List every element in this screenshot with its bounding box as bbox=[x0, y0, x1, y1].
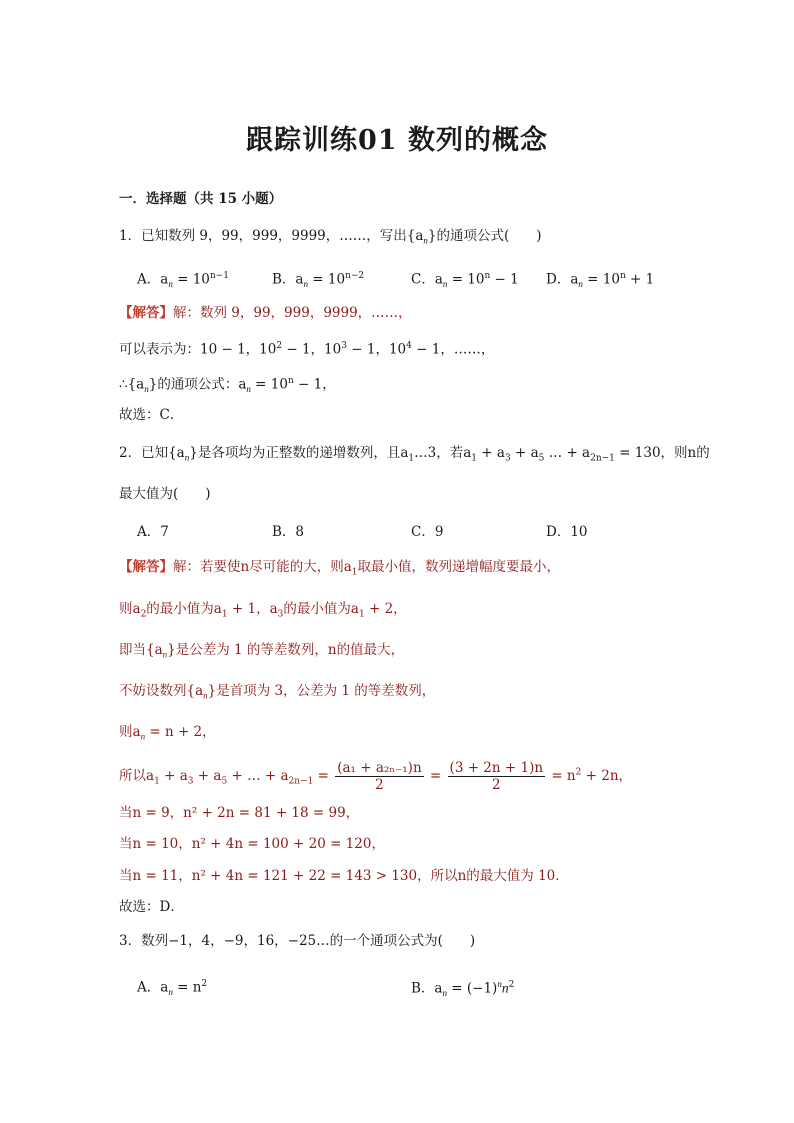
q2-solution-line-1: 【解答】解：若要使n尽可能的大，则$a_1$取最小值，数列递增幅度要最小， bbox=[119, 559, 560, 578]
q1-option-d: D．$a_n = 10^n + 1$ bbox=[546, 271, 655, 290]
q2-option-b: B．8 bbox=[272, 524, 305, 540]
q3-option-b: B．$a_n = (-1)^nn^2$ bbox=[411, 979, 515, 999]
q1-solution-line-4: 故选：C． bbox=[119, 407, 184, 423]
q1-option-a: A．$a_n = 10^{n-1}$ bbox=[137, 271, 229, 290]
q2-solution-line-4: 不妨设数列$\{a_n\}$是首项为 3，公差为 1 的等差数列， bbox=[119, 683, 436, 701]
q1-stem: 1．已知数列 9，99，999，9999，……，写出$\{a_n\}$的通项公式( ) bbox=[119, 228, 542, 246]
q2-solution-line-3: 即当$\{a_n\}$是公差为 1 的等差数列，n的值最大， bbox=[119, 642, 405, 660]
q3-option-a: A．$a_n = n^2$ bbox=[137, 979, 208, 998]
q1-solution-line-1: 【解答】解：数列 9，99，999，9999，……， bbox=[119, 305, 412, 321]
q2-solution-line-2: 则$a_2$的最小值为$a_1 + 1$，$a_3$的最小值为$a_1 + 2$， bbox=[119, 601, 407, 620]
q2-option-a: A．7 bbox=[137, 524, 169, 540]
page-title: 跟踪训练01 数列的概念 bbox=[246, 125, 548, 156]
q2-solution-line-8: 当n = 10，n² + 4n = 100 + 20 = 120， bbox=[119, 836, 385, 852]
q2-solution-line-7: 当n = 9，n² + 2n = 81 + 18 = 99， bbox=[119, 805, 360, 821]
q2-solution-line-5: 则$a_n = n + 2$， bbox=[119, 724, 216, 742]
fraction-2: $\frac{(3 + 2n + 1)n}{2}$ bbox=[449, 760, 544, 793]
q2-solution-line-10: 故选：D． bbox=[119, 899, 184, 915]
q1-solution-line-3: $\therefore\{a_n\}$的通项公式：$a_n = 10^n - 1$， bbox=[119, 376, 336, 395]
q1-option-b: B．$a_n = 10^{n-2}$ bbox=[272, 271, 365, 290]
section-heading: 一．选择题（共 15 小题） bbox=[119, 191, 283, 207]
q3-stem: 3．数列−1，4，−9，16，−25…的一个通项公式为( ) bbox=[119, 933, 476, 949]
q2-option-c: C．9 bbox=[411, 524, 444, 540]
q2-stem-line-1: 2．已知$\{a_n\}$是各项均为正整数的递增数列，且$a_1\dots 3$，若$a_1 + a_3 + a_5$ … + $a_{2n-1} = 130$，则n的 bbox=[119, 445, 710, 464]
q2-stem-line-2: 最大值为( ) bbox=[119, 486, 211, 502]
q1-option-c: C．$a_n = 10^n - 1$ bbox=[411, 271, 519, 290]
q2-solution-line-6: 所以$a_1 + a_3 + a_5$ + … + $a_{2n-1}$ = $\frac{\text{(a₁ + a₂ₙ₋₁)n}}{2}$ = $\frac{(3 + 2n + 1)n}{2}$ = $n^2 + 2n$， bbox=[119, 760, 633, 793]
q1-solution-line-2: 可以表示为：10 − 1，$10^2 - 1$，$10^3 - 1$，$10^4 - 1$，……， bbox=[119, 341, 495, 358]
fraction-1: $\frac{\text{(a₁ + a₂ₙ₋₁)n}}{2}$ bbox=[337, 760, 422, 793]
q2-option-d: D．10 bbox=[546, 524, 588, 540]
q2-solution-line-9: 当n = 11，n² + 4n = 121 + 22 = 143 > 130，所以n的最大值为 10． bbox=[119, 868, 569, 884]
